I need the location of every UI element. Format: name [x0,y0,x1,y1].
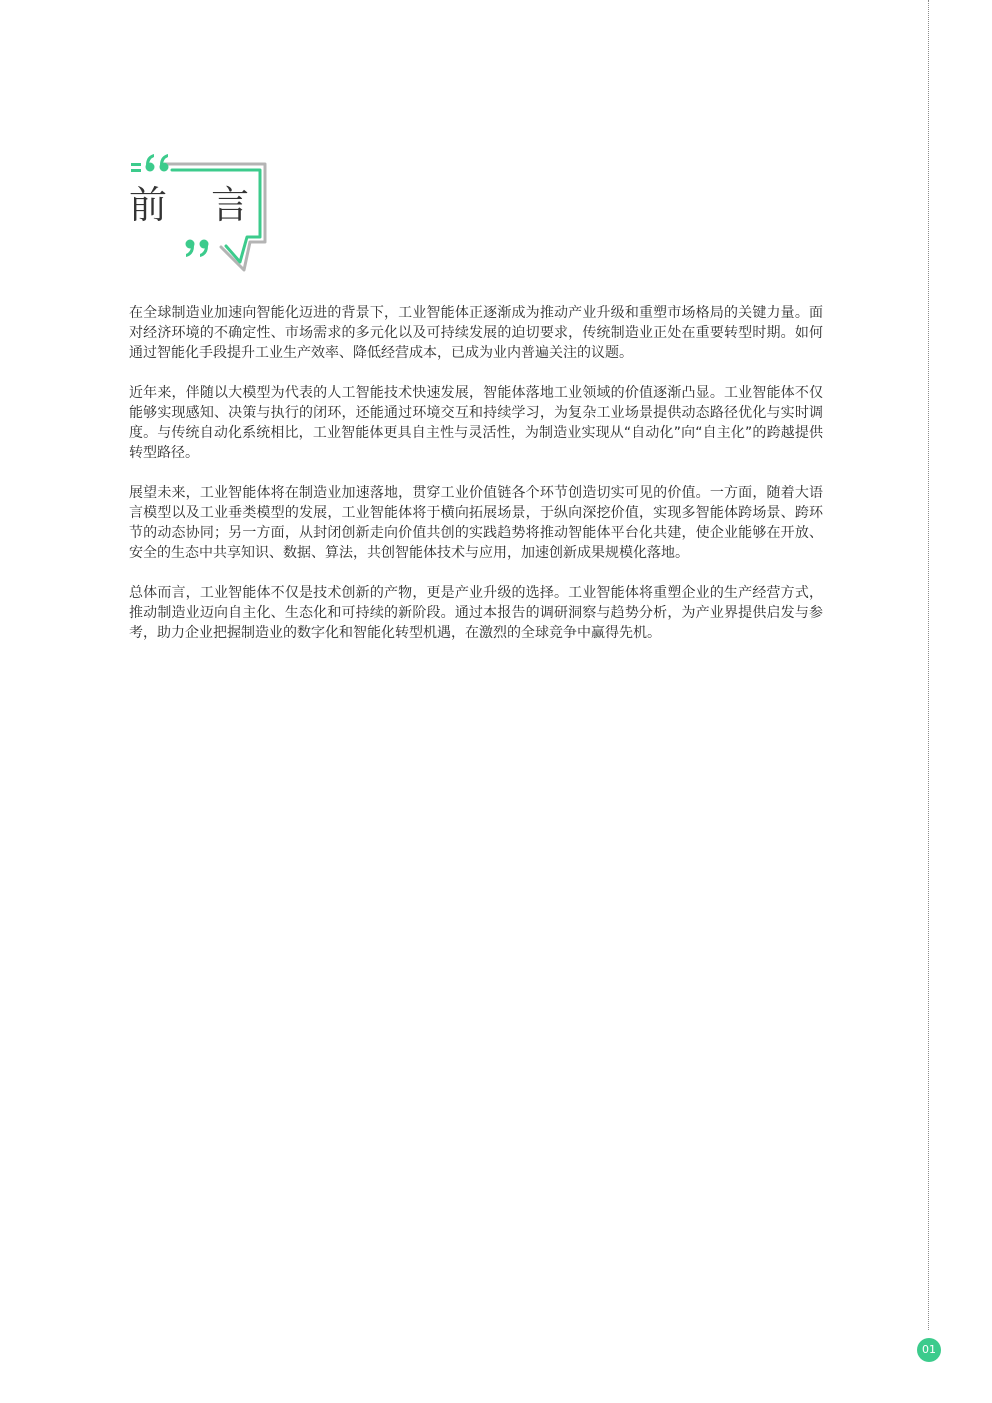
body-paragraph-4: 总体而言，工业智能体不仅是技术创新的产物，更是产业升级的选择。工业智能体将重塑企业的生产经营方式，推动制造业迈向自主化、生态化和可持续的新阶段。通过本报告的调研洞察与趋势分析，为产业界提供启发与参考，助力企业把握制造业的数字化和智能化转型机遇，在激烈的全球竞争中赢得先机。 [129,585,823,641]
body-paragraph-3: 展望未来，工业智能体将在制造业加速落地，贯穿工业价值链各个环节创造切实可见的价值。一方面，随着大语言模型以及工业垂类模型的发展，工业智能体将于横向拓展场景，于纵向深挖价值，实现多智能体跨场景、跨环节的动态协同；另一方面，从封闭创新走向价值共创的实践趋势将推动智能体平台化共建，使企业能够在开放、安全的生态中共享知识、数据、算法，共创智能体技术与应用，加速创新成果规模化落地。 [129,485,823,561]
body-text [129,303,823,663]
margin-dotted-rule [928,0,929,1330]
body-paragraph-1: 在全球制造业加速向智能化迈进的背景下，工业智能体正逐渐成为推动产业升级和重塑市场格局的关键力量。面对经济环境的不确定性、市场需求的多元化以及可持续发展的迫切要求，传统制造业正处在重要转型时期。如何通过智能化手段提升工业生产效率、降低经营成本，已成为业内普遍关注的议题。 [129,305,823,361]
page-title: 前 言 [129,183,266,227]
body-paragraph-2: 近年来，伴随以大模型为代表的人工智能技术快速发展，智能体落地工业领域的价值逐渐凸显。工业智能体不仅能够实现感知、决策与执行的闭环，还能通过环境交互和持续学习，为复杂工业场景提供动态路径优化与实时调度。与传统自动化系统相比，工业智能体更具自主性与灵活性，为制造业实现从“自动化”向“自主化”的跨越提供转型路径。 [129,385,823,461]
page-number-badge: 01 [917,1338,941,1362]
